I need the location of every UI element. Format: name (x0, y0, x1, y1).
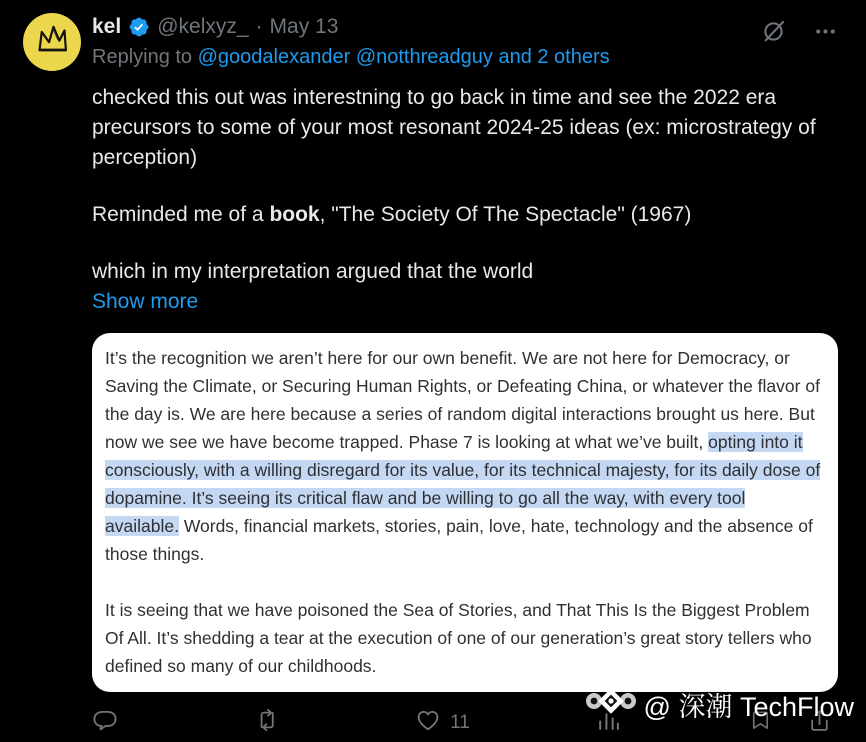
replying-line (92, 45, 840, 70)
paragraph-2-text: Reminded me of a (92, 203, 270, 226)
like-button[interactable] (415, 707, 470, 739)
user-handle[interactable]: @kelxyz_ (157, 15, 249, 38)
mention-link-goodalexander[interactable]: @goodalexander (197, 46, 351, 68)
card-highlighted-text: opting into it consciously, with a willing disregard for its value, for its technical majesty, for its daily dose of dopamine. It’s seeing its critical flaw and be willing to go all the way, with every tool available. (105, 432, 821, 536)
paragraph-2-tail: , "The Society Of The Spectacle" (1967) (319, 203, 692, 226)
views-button[interactable] (596, 708, 621, 739)
header-separator: · (255, 15, 263, 38)
card-paragraph-2: It is seeing that we have poisoned the Sea of Stories, and That This Is the Biggest Problem Of All. It’s shedding a tear at the execution of one of our generation’s great story tellers who defined so many of our childhoods. (105, 600, 812, 676)
like-count: 11 (450, 712, 470, 733)
bookmark-button[interactable] (748, 708, 773, 739)
tweet-paragraph-2 (92, 200, 840, 230)
mention-link-notthreadguy[interactable]: @notthreadguy (355, 46, 493, 68)
bookmark-share-group (748, 708, 832, 739)
crown-icon (30, 18, 74, 67)
share-icon (807, 708, 832, 739)
show-more-link[interactable]: Show more (92, 290, 199, 313)
display-name[interactable]: kel (92, 15, 122, 38)
reply-icon (92, 707, 118, 739)
tweet-body (92, 83, 840, 317)
card-paragraph-1 (105, 344, 823, 568)
tweet-paragraph-3 (92, 257, 840, 317)
share-button[interactable] (807, 708, 832, 739)
repost-button[interactable] (254, 707, 289, 739)
repost-icon (254, 707, 280, 739)
tweet-paragraph-1: checked this out was interestning to go back in time and see the 2022 era precursors to some of your most resonant 2024-25 ideas (ex: microstrategy of perception) (92, 86, 816, 169)
avatar[interactable] (23, 13, 81, 71)
paragraph-2-bold-word: book (269, 203, 320, 226)
embedded-image-card[interactable] (92, 333, 838, 692)
tweet-action-bar (92, 704, 832, 742)
watermark-text: @ 深潮 TechFlow (643, 692, 854, 722)
tweet-content (92, 14, 840, 742)
verified-badge-icon (128, 16, 150, 38)
card-text-segment-2: Words, financial markets, stories, pain, love, hate, technology and the absence of those things. (105, 516, 813, 564)
replying-prefix: Replying to (92, 46, 193, 68)
reply-button[interactable] (92, 707, 127, 739)
paragraph-3-text: which in my interpretation argued that the world (92, 260, 534, 283)
bookmark-icon (748, 708, 773, 739)
tweet-date[interactable]: May 13 (269, 15, 339, 38)
mention-others-link[interactable]: and 2 others (498, 46, 610, 68)
like-icon (415, 707, 441, 739)
tweet-header (92, 14, 840, 40)
card-text-segment: It’s the recognition we aren’t here for our own benefit. We are not here for Democracy, or Saving the Climate, or Securing Human Rights, or Defeating China, or whatever the flavor of the day is. We are here because a series of random digital interactions brought us here. But now we see we have become trapped. Phase 7 is looking at what we’ve built, (105, 348, 820, 452)
views-icon (596, 708, 621, 739)
